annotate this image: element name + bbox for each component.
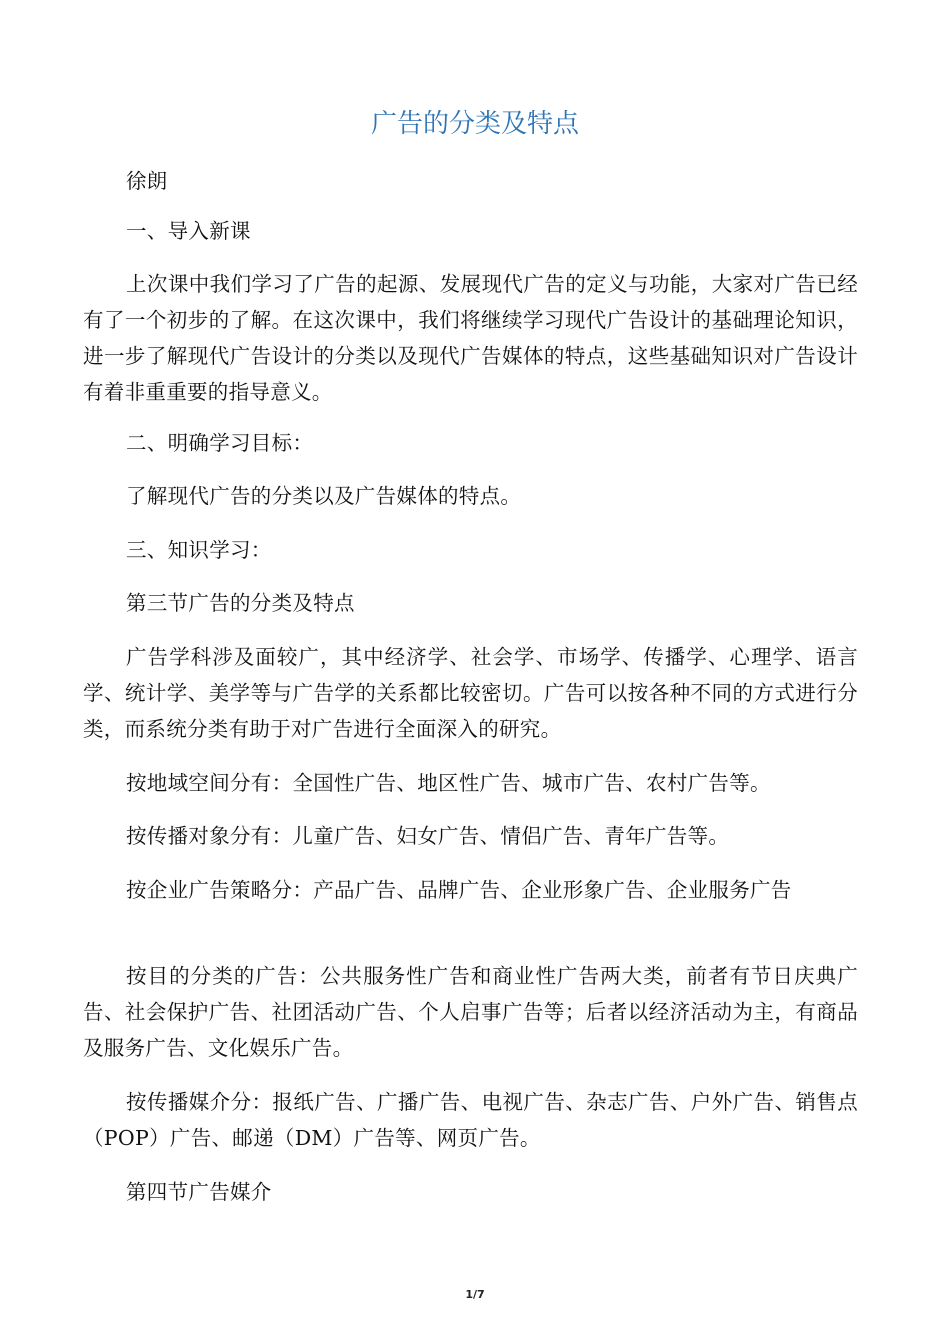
subsection-heading-3: 第三节广告的分类及特点 bbox=[126, 591, 355, 615]
section-heading-intro: 一、导入新课 bbox=[126, 219, 251, 243]
list-item-region: 按地域空间分有：全国性广告、地区性广告、城市广告、农村广告等。 bbox=[126, 771, 771, 795]
author-name: 徐朗 bbox=[126, 169, 168, 193]
section-heading-goals: 二、明确学习目标： bbox=[126, 431, 314, 455]
section-heading-knowledge: 三、知识学习： bbox=[126, 538, 272, 562]
list-item-strategy: 按企业广告策略分：产品广告、品牌广告、企业形象广告、企业服务广告 bbox=[126, 878, 792, 902]
page-title: 广告的分类及特点 bbox=[370, 109, 579, 139]
page-number: 1/7 bbox=[465, 1288, 485, 1301]
paragraph-intro: 上次课中我们学习了广告的起源、发展现代广告的定义与功能，大家对广告已经有了一个初步的了解。在这次课中，我们将继续学习现代广告设计的基础理论知识，进一步了解现代广告设计的分类以及现代广告媒体的特点，这些基础知识对广告设计有着非重重要的指导意义。 bbox=[83, 272, 858, 404]
paragraph-goals: 了解现代广告的分类以及广告媒体的特点。 bbox=[126, 484, 522, 508]
paragraph-media: 按传播媒介分：报纸广告、广播广告、电视广告、杂志广告、户外广告、销售点（POP）广告、邮递（DM）广告等、网页广告。 bbox=[83, 1090, 858, 1150]
paragraph-purpose: 按目的分类的广告：公共服务性广告和商业性广告两大类，前者有节日庆典广告、社会保护广告、社团活动广告、个人启事广告等；后者以经济活动为主，有商品及服务广告、文化娱乐广告。 bbox=[83, 964, 858, 1060]
subsection-heading-4: 第四节广告媒介 bbox=[126, 1180, 272, 1204]
list-item-audience: 按传播对象分有：儿童广告、妇女广告、情侣广告、青年广告等。 bbox=[126, 824, 730, 848]
paragraph-classification: 广告学科涉及面较广，其中经济学、社会学、市场学、传播学、心理学、语言学、统计学、美学等与广告学的关系都比较密切。广告可以按各种不同的方式进行分类，而系统分类有助于对广告进行全面深入的研究。 bbox=[83, 645, 858, 741]
